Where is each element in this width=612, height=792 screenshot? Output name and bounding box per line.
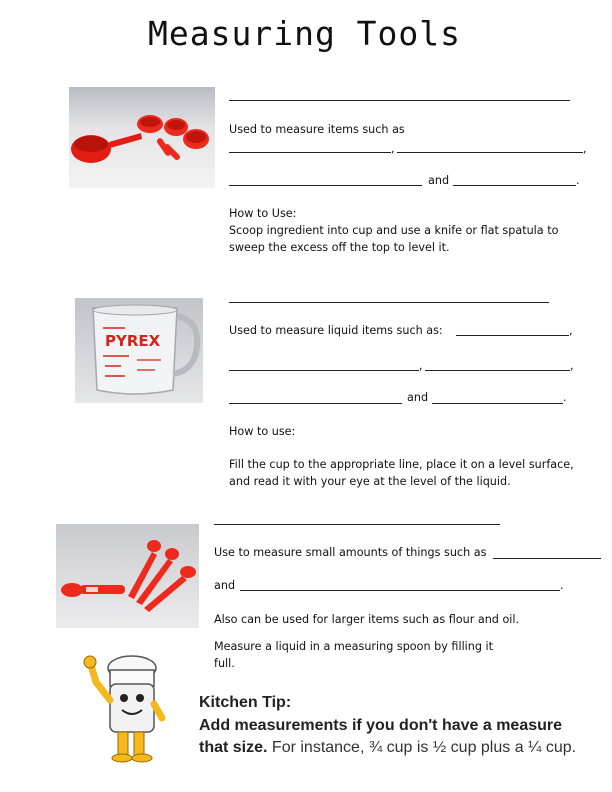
tool-name-blank[interactable] [229,100,570,101]
cups-usage-text: Used to measure items such as [229,123,405,136]
and-text: and [407,391,429,404]
answer-blank[interactable] [432,403,563,404]
tool-name-blank[interactable] [214,524,500,525]
page-title: Measuring Tools [148,14,462,53]
kitchen-tip-bold: Add measurements if you don't have a measure that size. [199,716,563,756]
kitchen-tip-heading: Kitchen Tip: [199,694,292,711]
comma: , [391,142,395,155]
comma: , [569,324,573,337]
tool-name-blank[interactable] [229,302,549,303]
answer-blank[interactable] [229,403,402,404]
answer-blank[interactable] [453,185,576,186]
answer-blank[interactable] [240,590,560,591]
and-text: and [428,174,450,187]
how-to-use-text: Fill the cup to the appropriate line, place it on a level surface, [229,458,574,471]
kitchen-tip-text: For instance, ¾ cup is ½ cup plus a ¼ cup. [267,739,577,756]
measuring-spoons-photo [56,524,199,628]
answer-blank[interactable] [229,185,422,186]
answer-blank[interactable] [397,152,583,153]
answer-blank[interactable] [229,152,391,153]
comma: , [583,142,587,155]
how-to-use-heading: How to use: [229,425,296,438]
answer-blank[interactable] [456,335,569,336]
comma: , [570,359,574,372]
and-text: and [214,579,236,592]
liquid-spoon-text: full. [214,657,235,670]
how-to-use-text: and read it with your eye at the level of the liquid. [229,475,511,488]
chef-cartoon-image [70,652,178,768]
how-to-use-text: sweep the excess off the top to level it. [229,241,450,254]
answer-blank[interactable] [425,370,570,371]
measuring-cups-photo [69,87,215,188]
period: . [576,174,580,187]
answer-blank[interactable] [493,558,601,559]
liquid-measuring-cup-photo [75,298,203,403]
comma: , [419,359,423,372]
also-used-text: Also can be used for larger items such as flour and oil. [214,613,520,626]
period: . [563,391,567,404]
how-to-use-heading: How to Use: [229,207,297,220]
liquid-spoon-text: Measure a liquid in a measuring spoon by filling it [214,640,494,653]
spoons-usage-text: Use to measure small amounts of things such as [214,546,487,559]
liquid-usage-text: Used to measure liquid items such as: [229,324,443,337]
pyrex-brand-text: PYREX [105,332,161,350]
how-to-use-text: Scoop ingredient into cup and use a knife or flat spatula to [229,224,559,237]
kitchen-tip [199,692,594,760]
period: . [560,579,564,592]
answer-blank[interactable] [229,370,419,371]
